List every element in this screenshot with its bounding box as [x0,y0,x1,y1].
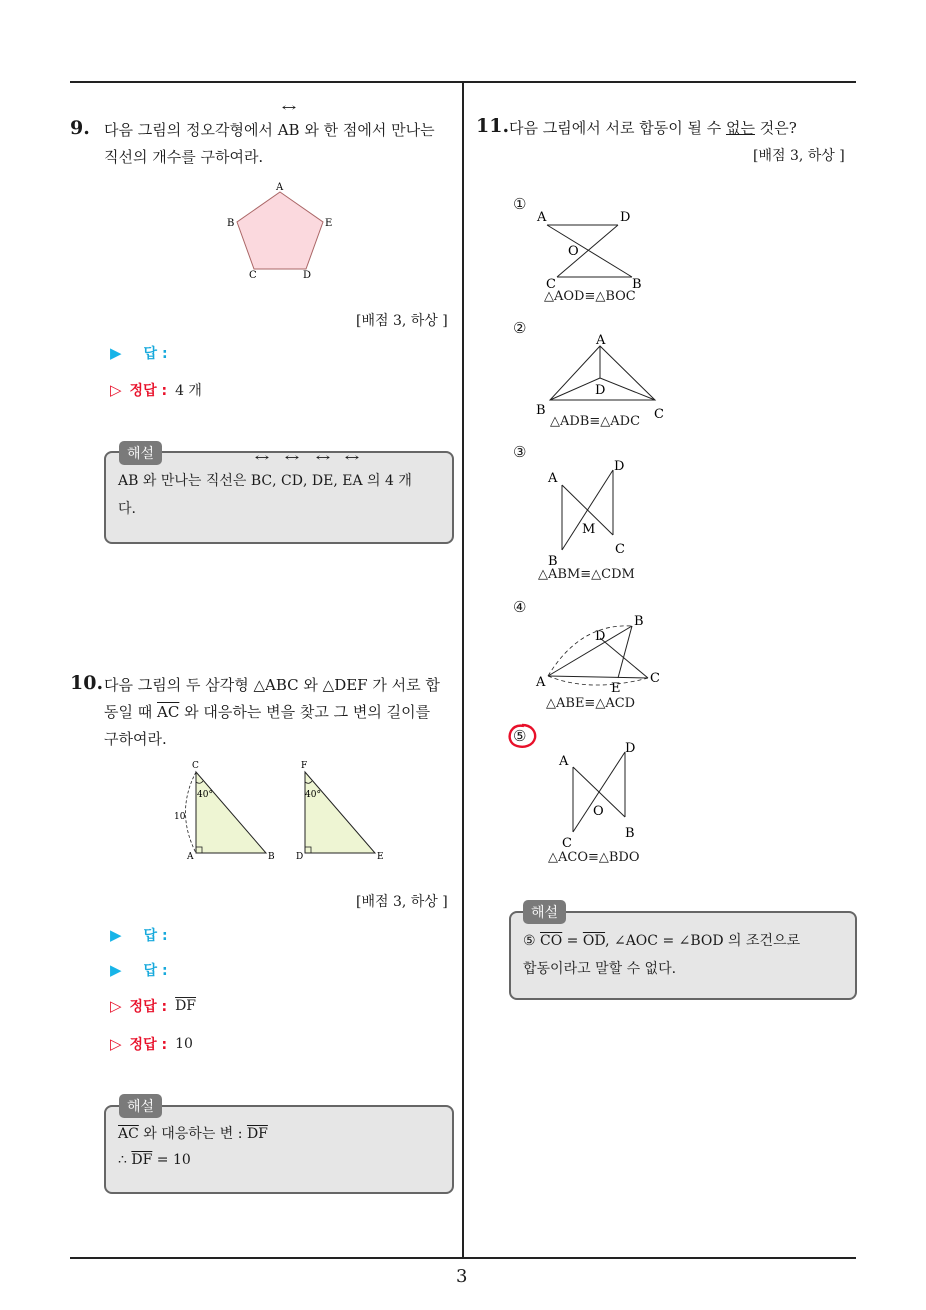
seg: $\overline{OD}$ [582,933,606,949]
q9-question [104,117,460,171]
selected-circle-mark [506,722,538,750]
vertex-label: E [325,218,333,229]
correct-label: 정답 : [129,999,168,1015]
q9-explanation: ↔ AB 와 만나는 직선은 ↔ BC, ↔ CD, ↔ DE, ↔ EA 의 4 개 다. [104,451,454,544]
column-divider [462,82,464,1258]
point-label: C [654,407,664,422]
explain-line2: 합동이라고 말할 수 없다. [523,961,677,977]
q10-number: 10. [70,672,104,694]
pentagon [237,192,323,269]
point-label: M [582,522,596,537]
angle-label: 40° [305,790,321,800]
option-4-caption: △ABE≡△ACD [546,696,636,711]
q11-explanation [509,911,857,1000]
correct-value: $\overline{DF}$ [175,998,197,1014]
correct-value: 4 개 [175,383,202,399]
seg: $\overline{CO}$ [540,933,563,949]
page-number: 3 [456,1266,468,1287]
q10-answer-row-1 [110,925,168,945]
seg: ↔ EA [342,467,362,495]
q11-text-pre: 다음 그림에서 서로 합동이 될 수 [509,119,726,137]
seg: $\overline{DF}$ [131,1152,153,1168]
play-outline-icon: ▷ [110,997,122,1015]
point-label: C [546,277,556,290]
q11-text-under: 없는 [725,119,755,137]
seg: $\overline{AC}$ [118,1126,139,1142]
answer-label: 답 : [143,928,168,944]
point-label: D [595,383,606,398]
q10-correct-row-1 [110,996,196,1016]
point-label: C [562,836,572,851]
seg: ↔ DE [312,467,333,495]
point-label: B [625,826,635,841]
q10-seg: $\overline{AC}$ [157,703,180,721]
point-label: A [537,210,547,225]
option-3-caption: △ABM≡△CDM [538,567,635,582]
option-1-figure [530,205,655,290]
option-3-number[interactable]: ③ [513,443,527,461]
dashed-brace [186,772,197,853]
option-5-figure [545,737,655,852]
point-label: C [615,542,625,557]
q11-points: [배점 3, 하상 ] [753,148,845,164]
vertex-label: C [249,270,257,280]
q9-number: 9. [70,117,90,139]
point-label: A [559,754,569,769]
vertex-label: E [377,852,384,862]
play-icon: ▶ [110,344,122,362]
vertex-label: B [268,852,275,862]
q10-explanation [104,1105,454,1194]
point-label: O [568,244,579,259]
point-label: D [625,741,636,756]
q9-correct-row [110,380,202,400]
vertex-label: A [276,182,284,193]
correct-label: 정답 : [129,1037,168,1053]
play-outline-icon: ▷ [110,381,122,399]
option-4-figure [530,608,670,698]
q10-line2-post: 와 대응하는 변을 찾고 그 변의 길이를 [179,703,431,721]
option-3-figure [530,455,650,567]
explain-l2-post: = 10 [152,1152,191,1168]
point-label: A [548,471,558,486]
point-label: A [596,333,606,348]
q10-line3: 구하여라. [104,730,167,748]
vertex-label: D [303,270,312,280]
q10-answer-row-2 [110,960,168,980]
vertex-label: C [192,761,199,771]
explain-num: ⑤ [523,933,536,949]
point-label: C [650,671,660,686]
bottom-rule [70,1257,856,1259]
vertex-label: A [187,852,194,862]
q10-correct-row-2 [110,1034,193,1054]
seg: ↔ AB [118,467,138,495]
q11-number: 11. [476,115,510,137]
explain-tail: 의 4 개 [362,473,412,489]
triangle-def [305,772,375,853]
vertex-label: F [301,761,308,771]
option-2-number[interactable]: ② [513,319,527,337]
q10-line1: 다음 그림의 두 삼각형 △ABC 와 △DEF 가 서로 합 [104,676,440,694]
seg: ↔ CD [281,467,303,495]
seg: $\overline{DF}$ [246,1126,268,1142]
explain-l2-pre: ∴ [118,1152,132,1168]
option-2-caption: △ADB≡△ADC [550,414,641,429]
point-label: B [632,277,642,290]
q9-pentagon-figure [225,180,335,280]
play-icon: ▶ [110,961,122,979]
point-label: D [620,210,631,225]
point-label: B [634,614,644,629]
q11-explanation-tab: 해설 [523,900,566,924]
point-label: E [611,681,621,696]
point-label: B [548,554,558,567]
triangle-abc [196,772,266,853]
point-label: D [614,459,625,474]
q11-text-post: 것은? [754,119,797,137]
q10-triangles-figure [170,755,395,865]
option-5-number[interactable]: ⑤ [513,727,527,745]
correct-label: 정답 : [129,383,168,399]
q9-seg: ↔ AB [278,117,300,144]
option-1-number[interactable]: ① [513,195,527,213]
answer-label: 답 : [143,346,168,362]
point-label: A [536,675,546,690]
vertex-label: D [296,852,304,862]
side-label: 10 [174,812,186,822]
q11-question [509,115,797,142]
option-5-caption: △ACO≡△BDO [548,850,640,865]
point-label: D [595,629,606,644]
q9-text-line2: 직선의 개수를 구하여라. [104,148,264,166]
answer-label: 답 : [143,963,168,979]
option-4-number[interactable]: ④ [513,598,527,616]
point-label: O [593,804,604,819]
play-outline-icon: ▷ [110,1035,122,1053]
play-icon: ▶ [110,926,122,944]
q10-line2-pre: 동일 때 [104,703,158,721]
seg: ↔ BC [251,467,272,495]
q10-explanation-tab: 해설 [119,1094,162,1118]
q9-explanation-tab: 해설 [119,441,162,465]
explain-eq: = [562,933,583,949]
q9-points: [배점 3, 하상 ] [356,313,448,329]
option-1-caption: △AOD≡△BOC [544,289,636,304]
point-label: B [536,403,546,418]
correct-value: 10 [175,1036,193,1052]
explain-angle: , ∠AOC = ∠BOD 의 조건으로 [605,933,801,949]
q9-answer-row [110,343,168,363]
vertex-label: B [227,218,235,229]
q10-question [104,672,460,753]
explain-line2: 다. [118,501,136,517]
angle-label: 40° [197,790,213,800]
explain-mid: 와 만나는 직선은 [138,473,251,489]
q9-text-post: 와 한 점에서 만나는 [299,121,435,139]
q10-points: [배점 3, 하상 ] [356,894,448,910]
q9-text-pre: 다음 그림의 정오각형에서 [104,121,278,139]
explain-l1-mid: 와 대응하는 변 : [138,1126,247,1142]
